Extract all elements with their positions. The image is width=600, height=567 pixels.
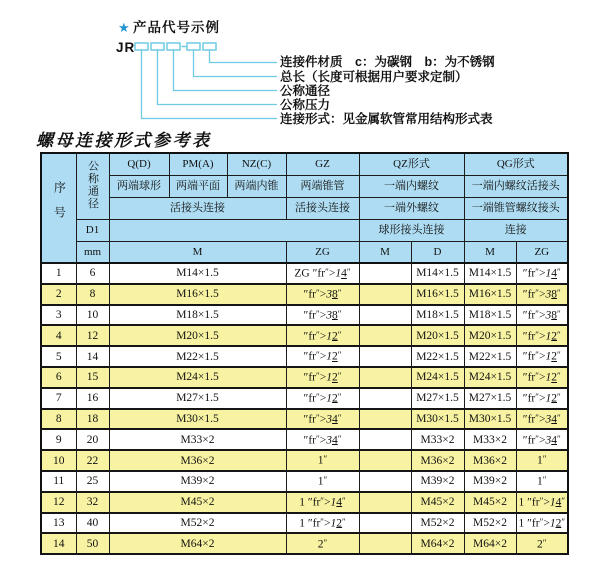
table-cell: 50	[76, 533, 109, 554]
header-q-sub: 两端球形	[109, 175, 169, 197]
callout-line	[194, 50, 278, 77]
table-cell: M36×2	[464, 450, 516, 471]
header-qg-sub3: 连接	[464, 219, 568, 241]
header-m: M	[109, 241, 286, 263]
table-cell: M45×2	[464, 492, 516, 513]
table-row	[41, 533, 568, 554]
table-cell: 1″	[516, 450, 568, 471]
product-code-heading: 产品代号示例	[133, 20, 220, 35]
table-cell	[359, 305, 411, 326]
callout-label-length: 总长（长度可根据用户要求定制）	[280, 70, 468, 84]
callout-line	[210, 50, 278, 63]
table-cell: M20×1.5	[464, 325, 516, 346]
table-cell: 4	[41, 325, 76, 346]
table-cell	[359, 284, 411, 305]
table-cell: 1 ″fr″>12″	[516, 513, 568, 534]
table-cell: 12	[41, 492, 76, 513]
table-cell: 9	[41, 429, 76, 450]
table-cell: ″fr″>12″	[286, 325, 359, 346]
table-cell: 2″	[286, 533, 359, 554]
header-gz-sub: 两端锥管	[286, 175, 359, 197]
table-cell: M14×1.5	[411, 263, 464, 284]
table-row	[41, 325, 568, 346]
table-cell	[359, 346, 411, 367]
header-qz-sub2: 一端外螺纹	[359, 197, 464, 219]
table-cell: 8	[41, 409, 76, 430]
table-cell: M22×1.5	[109, 346, 286, 367]
header-gz: GZ	[286, 153, 359, 175]
table-cell	[359, 429, 411, 450]
callout-label-pressure: 公称压力	[280, 98, 331, 112]
table-row	[41, 450, 568, 471]
table-cell: ″fr″>12″	[286, 367, 359, 388]
table-cell: 1 ″fr″>14″	[516, 492, 568, 513]
table-cell: 5	[41, 346, 76, 367]
callout-label-material: 连接件材质 c：为碳钢 b：为不锈钢	[280, 55, 495, 69]
table-cell: 32	[76, 492, 109, 513]
header-nominal-diameter: 公称通径	[76, 153, 109, 219]
header-qz-sub1: 一端内螺纹	[359, 175, 464, 197]
table-cell: 20	[76, 429, 109, 450]
header-gz-union: 活接头连接	[286, 197, 359, 219]
table-cell: M39×2	[464, 471, 516, 492]
table-cell: 8	[76, 284, 109, 305]
table-cell: M30×1.5	[411, 409, 464, 430]
table-cell	[359, 388, 411, 409]
table-cell: 6	[76, 263, 109, 284]
table-cell: ″fr″>38″	[286, 284, 359, 305]
header-qz-sub3: 球形接头连接	[359, 219, 464, 241]
table-cell: M36×2	[109, 450, 286, 471]
table-cell: ″fr″>12″	[516, 388, 568, 409]
table-cell: 1″	[516, 471, 568, 492]
table-cell: 1 ″fr″>12″	[286, 513, 359, 534]
table-row	[41, 367, 568, 388]
table-cell: M52×2	[411, 513, 464, 534]
code-box	[187, 43, 200, 50]
table-cell: ″fr″>12″	[286, 388, 359, 409]
header-qg-m: M	[464, 241, 516, 263]
table-cell: M24×1.5	[109, 367, 286, 388]
table-cell: 2	[41, 284, 76, 305]
table-cell	[359, 367, 411, 388]
callout-line	[158, 50, 278, 105]
table-cell	[359, 471, 411, 492]
table-cell: 1	[41, 263, 76, 284]
table-cell: ″fr″>12″	[516, 346, 568, 367]
table-row	[41, 513, 568, 534]
header-qz: QZ形式	[359, 153, 464, 175]
table-cell: 1 ″fr″>14″	[286, 492, 359, 513]
table-cell: M27×1.5	[109, 388, 286, 409]
table-cell: ″fr″>34″	[516, 429, 568, 450]
nut-connection-reference-table	[40, 152, 569, 555]
table-cell: 3	[41, 305, 76, 326]
table-cell	[359, 513, 411, 534]
header-zg: ZG	[286, 241, 359, 263]
code-box	[135, 43, 148, 50]
table-cell: M24×1.5	[411, 367, 464, 388]
product-code-prefix: JR	[116, 40, 136, 55]
table-cell: ″fr″>14″	[516, 263, 568, 284]
table-row	[41, 409, 568, 430]
table-cell: ″fr″>34″	[286, 429, 359, 450]
header-union-connection: 活接头连接	[109, 197, 286, 219]
table-cell: 12	[76, 325, 109, 346]
code-box	[167, 43, 180, 50]
star-icon: ★	[118, 20, 130, 35]
table-cell: ″fr″>12″	[286, 346, 359, 367]
table-cell: M33×2	[109, 429, 286, 450]
table-cell: M18×1.5	[109, 305, 286, 326]
table-cell: M20×1.5	[411, 325, 464, 346]
header-qg: QG形式	[464, 153, 568, 175]
table-cell: ″fr″>34″	[286, 409, 359, 430]
table-cell: M64×2	[411, 533, 464, 554]
table-cell: ″fr″>38″	[286, 305, 359, 326]
table-cell: 18	[76, 409, 109, 430]
table-cell: 11	[41, 471, 76, 492]
table-row	[41, 429, 568, 450]
table-cell: ″fr″>12″	[516, 367, 568, 388]
table-cell: 1″	[286, 450, 359, 471]
header-qg-sub2: 一端锥管螺纹接头	[464, 197, 568, 219]
table-cell: M22×1.5	[411, 346, 464, 367]
table-cell: ″fr″>38″	[516, 284, 568, 305]
header-q: Q(D)	[109, 153, 169, 175]
table-cell: 6	[41, 367, 76, 388]
table-cell: 13	[41, 513, 76, 534]
table-cell: 1″	[286, 471, 359, 492]
table-cell: M14×1.5	[109, 263, 286, 284]
table-cell: M52×2	[109, 513, 286, 534]
header-pm: PM(A)	[169, 153, 227, 175]
table-row	[41, 492, 568, 513]
table-cell: ″fr″>38″	[516, 305, 568, 326]
table-cell: ″fr″>12″	[516, 325, 568, 346]
table-cell: M14×1.5	[464, 263, 516, 284]
table-row	[41, 346, 568, 367]
header-d1: D1	[76, 219, 109, 241]
table-cell: 15	[76, 367, 109, 388]
table-cell	[359, 263, 411, 284]
table-cell: M39×2	[411, 471, 464, 492]
page-title: 螺母连接形式参考表	[36, 131, 212, 151]
table-cell: M30×1.5	[464, 409, 516, 430]
table-cell: M52×2	[464, 513, 516, 534]
table-cell: M22×1.5	[464, 346, 516, 367]
table-cell: M18×1.5	[464, 305, 516, 326]
table-cell: M16×1.5	[109, 284, 286, 305]
header-blank	[109, 219, 359, 241]
table-cell: 10	[41, 450, 76, 471]
table-cell: M39×2	[109, 471, 286, 492]
table-cell: 14	[76, 346, 109, 367]
table-cell	[359, 450, 411, 471]
table-row	[41, 284, 568, 305]
table-cell: 2″	[516, 533, 568, 554]
code-box	[151, 43, 164, 50]
table-cell: M30×1.5	[109, 409, 286, 430]
table-cell	[359, 325, 411, 346]
header-pm-sub: 两端平面	[169, 175, 227, 197]
table-body	[41, 263, 568, 554]
table-cell: M27×1.5	[411, 388, 464, 409]
table-cell: 22	[76, 450, 109, 471]
table-cell: M20×1.5	[109, 325, 286, 346]
header-seq-no: 序号	[41, 153, 76, 263]
table-row	[41, 305, 568, 326]
table-cell: 7	[41, 388, 76, 409]
table-cell: 40	[76, 513, 109, 534]
header-nz: NZ(C)	[227, 153, 286, 175]
table-row	[41, 471, 568, 492]
table-cell: M16×1.5	[464, 284, 516, 305]
table-cell: M45×2	[109, 492, 286, 513]
header-nz-sub: 两端内锥	[227, 175, 286, 197]
table-header	[41, 153, 568, 263]
callout-label-diameter: 公称通径	[280, 84, 331, 98]
callout-line	[174, 50, 278, 91]
table-row	[41, 263, 568, 284]
header-qg-zg: ZG	[516, 241, 568, 263]
table-cell: 10	[76, 305, 109, 326]
table-cell: ″fr″>34″	[516, 409, 568, 430]
header-qz-d: D	[411, 241, 464, 263]
table-cell: M16×1.5	[411, 284, 464, 305]
table-cell: 16	[76, 388, 109, 409]
table-cell: M27×1.5	[464, 388, 516, 409]
table-cell: M64×2	[109, 533, 286, 554]
header-qz-m: M	[359, 241, 411, 263]
table-cell: M33×2	[411, 429, 464, 450]
table-cell	[359, 409, 411, 430]
callout-label-connection: 连接形式：见金属软管常用结构形式表	[280, 112, 493, 126]
table-cell: M45×2	[411, 492, 464, 513]
table-cell	[359, 492, 411, 513]
table-cell: M24×1.5	[464, 367, 516, 388]
table-row	[41, 388, 568, 409]
header-mm: mm	[76, 241, 109, 263]
table-cell: 25	[76, 471, 109, 492]
table-cell: 14	[41, 533, 76, 554]
table-cell	[359, 533, 411, 554]
code-box	[203, 43, 216, 50]
table-cell: M33×2	[464, 429, 516, 450]
table-cell: M18×1.5	[411, 305, 464, 326]
table-cell: ZG ″fr″>14″	[286, 263, 359, 284]
table-cell: M36×2	[411, 450, 464, 471]
header-qg-sub1: 一端内螺纹活接头	[464, 175, 568, 197]
table-cell: M64×2	[464, 533, 516, 554]
